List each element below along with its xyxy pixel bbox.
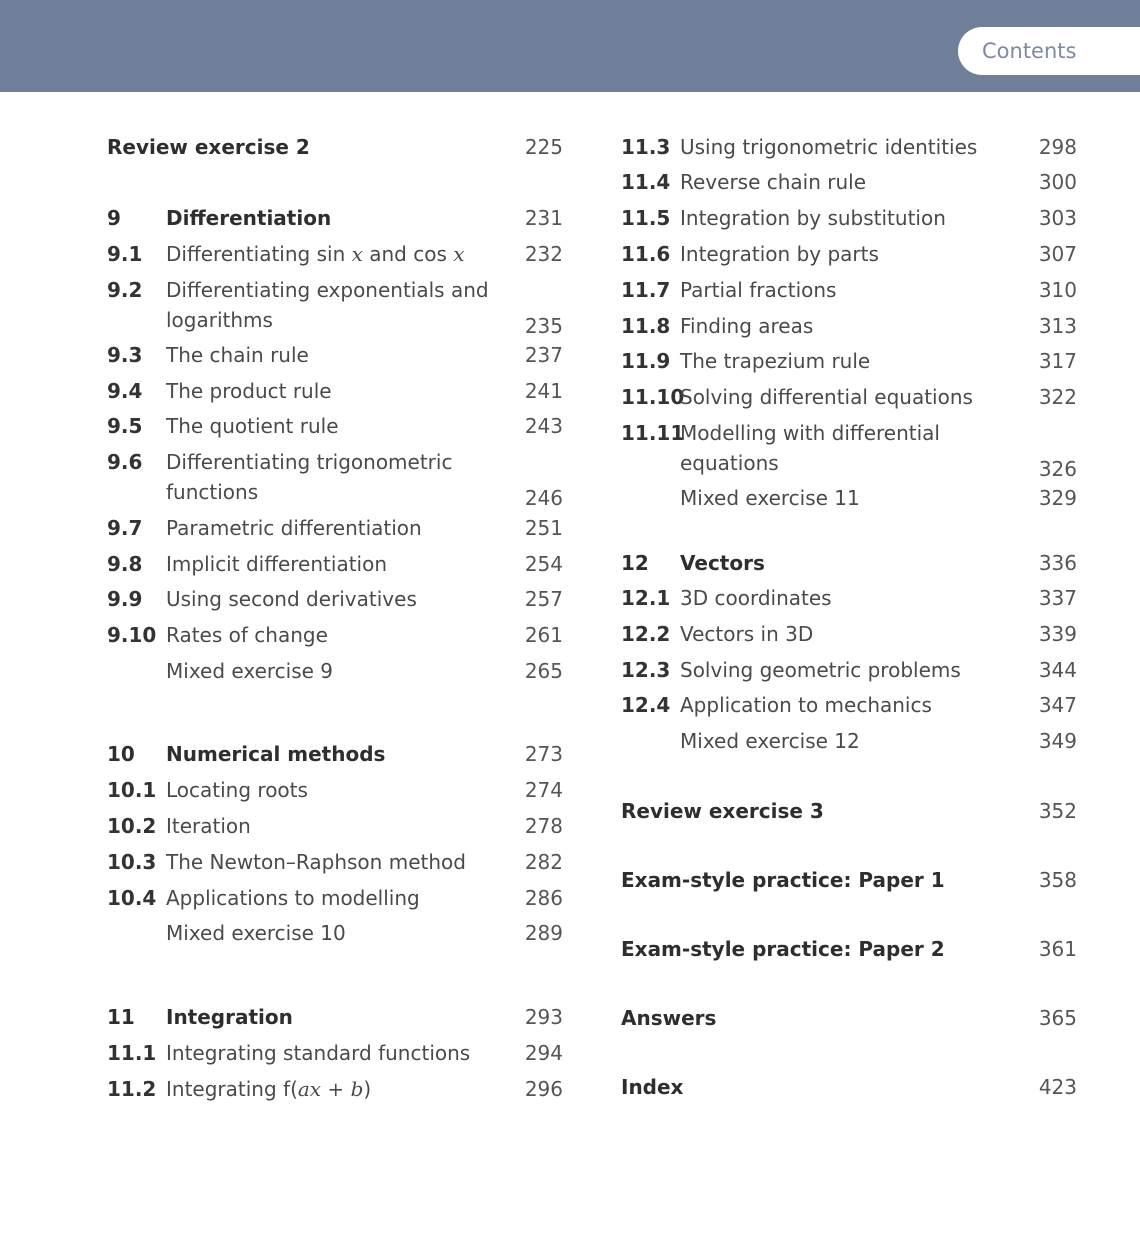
chapter-title: Numerical methods [166,742,386,766]
toc-section-9-1[interactable] [107,239,563,269]
section-title: Differentiating sin x and cos x [166,242,465,266]
entry-page: 349 [1038,729,1077,753]
section-title: The chain rule [166,343,309,367]
chapter-title: Integration [166,1005,293,1029]
section-title: Differentiating exponentials and logarithms [166,278,489,332]
toc-section-9-6[interactable] [107,447,563,513]
section-number: 10.3 [107,850,157,874]
entry-title: Exam-style practice: Paper 1 [621,868,945,892]
toc-section-12-2[interactable] [621,619,1077,649]
toc-section-11-10[interactable] [621,382,1077,412]
chapter-number: 9 [107,206,121,230]
entry-page: 326 [1038,457,1077,481]
section-title: Integrating standard functions [166,1041,471,1065]
section-title: Iteration [166,814,251,838]
entry-page: 293 [524,1005,563,1029]
entry-page: 282 [524,850,563,874]
entry-page: 254 [524,552,563,576]
entry-page: 237 [524,343,563,367]
entry-page: 307 [1038,242,1077,266]
toc-section-11-1[interactable] [107,1038,563,1068]
section-title: Solving differential equations [680,385,973,409]
entry-page: 310 [1038,278,1077,302]
entry-page: 235 [524,314,563,338]
section-title: Modelling with differential equations [680,421,940,475]
entry-page: 303 [1038,206,1077,230]
section-title: Parametric differentiation [166,516,422,540]
section-number: 11.4 [621,170,671,194]
chapter-number: 11 [107,1005,135,1029]
section-number: 9.8 [107,552,143,576]
section-title: Reverse chain rule [680,170,867,194]
section-number: 9.9 [107,587,143,611]
section-number: 9.10 [107,623,157,647]
entry-page: 317 [1038,349,1077,373]
toc-entry-answers[interactable] [621,1003,1077,1033]
toc-section-11-2[interactable] [107,1074,563,1104]
section-title: Application to mechanics [680,693,932,717]
section-number: 11.9 [621,349,671,373]
toc-section-9-7[interactable] [107,513,563,543]
entry-page: 298 [1038,135,1077,159]
section-title: The quotient rule [166,414,339,438]
entry-page: 423 [1038,1075,1077,1099]
toc-mixed-exercise-9[interactable] [107,656,563,686]
toc-section-11-6[interactable] [621,239,1077,269]
toc-chapter-11[interactable] [107,1002,563,1032]
entry-page: 241 [524,379,563,403]
toc-section-10-3[interactable] [107,847,563,877]
entry-page: 243 [524,414,563,438]
chapter-number: 12 [621,551,649,575]
section-title: Using second derivatives [166,587,417,611]
section-title: Mixed exercise 10 [166,921,346,945]
toc-section-11-9[interactable] [621,346,1077,376]
entry-title: Index [621,1075,684,1099]
section-number: 11.1 [107,1041,157,1065]
toc-section-9-9[interactable] [107,584,563,614]
section-number: 9.4 [107,379,143,403]
entry-page: 313 [1038,314,1077,338]
toc-entry-index[interactable] [621,1072,1077,1102]
entry-page: 289 [524,921,563,945]
section-title: Mixed exercise 11 [680,486,860,510]
entry-page: 296 [524,1077,563,1101]
toc-section-9-2[interactable] [107,275,563,341]
entry-page: 329 [1038,486,1077,510]
entry-page: 257 [524,587,563,611]
section-number: 12.3 [621,658,671,682]
entry-page: 336 [1038,551,1077,575]
entry-page: 261 [524,623,563,647]
toc-section-11-3[interactable] [621,132,1077,162]
section-title: Finding areas [680,314,814,338]
toc-section-10-1[interactable] [107,775,563,805]
section-title: Integration by substitution [680,206,946,230]
toc-section-11-7[interactable] [621,275,1077,305]
section-number: 9.3 [107,343,143,367]
entry-page: 300 [1038,170,1077,194]
entry-page: 225 [524,135,563,159]
section-title: Locating roots [166,778,308,802]
toc-mixed-exercise-11[interactable] [621,483,1077,513]
entry-page: 358 [1038,868,1077,892]
entry-page: 344 [1038,658,1077,682]
toc-mixed-exercise-12[interactable] [621,726,1077,756]
section-number: 11.2 [107,1077,157,1101]
section-title: Mixed exercise 9 [166,659,334,683]
section-number: 11.3 [621,135,671,159]
entry-page: 251 [524,516,563,540]
toc-section-10-2[interactable] [107,811,563,841]
section-number: 11.7 [621,278,671,302]
entry-page: 278 [524,814,563,838]
entry-page: 339 [1038,622,1077,646]
toc-section-9-5[interactable] [107,411,563,441]
section-number: 12.2 [621,622,671,646]
toc-section-11-8[interactable] [621,311,1077,341]
entry-page: 265 [524,659,563,683]
section-title: The Newton–Raphson method [166,850,466,874]
toc-section-9-8[interactable] [107,549,563,579]
entry-page: 322 [1038,385,1077,409]
toc-section-11-4[interactable] [621,167,1077,197]
chapter-title: Differentiation [166,206,332,230]
chapter-title: Vectors [680,551,765,575]
section-number: 12.4 [621,693,671,717]
entry-page: 347 [1038,693,1077,717]
section-title: The trapezium rule [680,349,871,373]
entry-page: 273 [524,742,563,766]
toc-section-12-4[interactable] [621,690,1077,720]
entry-page: 274 [524,778,563,802]
toc-section-10-4[interactable] [107,883,563,913]
section-number: 11.8 [621,314,671,338]
toc-section-9-3[interactable] [107,340,563,370]
contents-tab[interactable]: Contents [958,27,1140,75]
section-number: 10.4 [107,886,157,910]
section-number: 10.1 [107,778,157,802]
section-number: 11.11 [621,421,685,445]
section-title: Using trigonometric identities [680,135,978,159]
toc-entry-review-exercise-2[interactable] [107,132,563,162]
section-title: Solving geometric problems [680,658,961,682]
section-title: Integrating f(ax + b) [166,1077,372,1101]
section-title: Rates of change [166,623,328,647]
section-number: 9.1 [107,242,143,266]
section-number: 9.6 [107,450,143,474]
section-title: Integration by parts [680,242,879,266]
toc-section-9-10[interactable] [107,620,563,650]
toc-section-12-1[interactable] [621,583,1077,613]
entry-page: 232 [524,242,563,266]
toc-entry-paper-1[interactable] [621,865,1077,895]
entry-page: 286 [524,886,563,910]
toc-section-9-4[interactable] [107,376,563,406]
section-title: The product rule [166,379,332,403]
toc-mixed-exercise-10[interactable] [107,918,563,948]
section-number: 9.5 [107,414,143,438]
entry-title: Answers [621,1006,717,1030]
section-number: 12.1 [621,586,671,610]
section-title: Partial fractions [680,278,837,302]
entry-page: 352 [1038,799,1077,823]
section-number: 9.7 [107,516,143,540]
entry-page: 361 [1038,937,1077,961]
entry-page: 231 [524,206,563,230]
toc-entry-paper-2[interactable] [621,934,1077,964]
toc-section-12-3[interactable] [621,655,1077,685]
section-number: 10.2 [107,814,157,838]
entry-title: Review exercise 2 [107,135,310,159]
toc-chapter-12[interactable] [621,548,1077,578]
entry-title: Exam-style practice: Paper 2 [621,937,945,961]
chapter-number: 10 [107,742,135,766]
toc-chapter-10[interactable] [107,739,563,769]
toc-entry-review-exercise-3[interactable] [621,796,1077,826]
entry-page: 337 [1038,586,1077,610]
section-number: 11.6 [621,242,671,266]
section-title: 3D coordinates [680,586,832,610]
entry-page: 365 [1038,1006,1077,1030]
section-number: 9.2 [107,278,143,302]
entry-title: Review exercise 3 [621,799,824,823]
section-title: Mixed exercise 12 [680,729,860,753]
entry-page: 246 [524,486,563,510]
toc-section-11-5[interactable] [621,203,1077,233]
toc-chapter-9[interactable] [107,203,563,233]
section-number: 11.5 [621,206,671,230]
toc-section-11-11[interactable] [621,418,1077,484]
section-number: 11.10 [621,385,685,409]
section-title: Implicit differentiation [166,552,388,576]
entry-page: 294 [524,1041,563,1065]
section-title: Vectors in 3D [680,622,814,646]
section-title: Differentiating trigonometric functions [166,450,453,504]
section-title: Applications to modelling [166,886,420,910]
